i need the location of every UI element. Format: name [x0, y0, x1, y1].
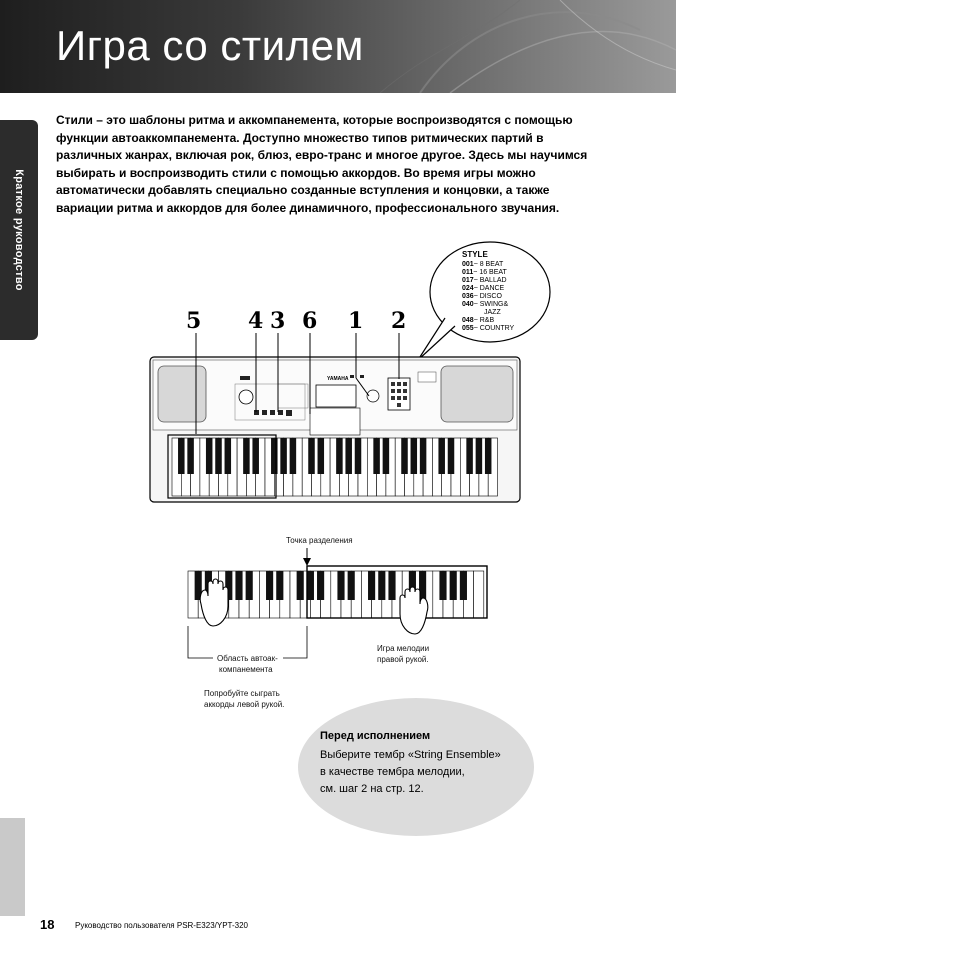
style-item	[462, 293, 514, 301]
style-item	[462, 261, 514, 269]
black-key	[485, 438, 492, 474]
black-key	[337, 571, 344, 600]
black-key	[235, 571, 242, 600]
style-code: 011	[462, 269, 474, 276]
black-key	[290, 438, 297, 474]
page-number: 18	[40, 917, 55, 932]
black-key	[466, 438, 473, 474]
black-key	[420, 438, 427, 474]
auto-area-label-line2: компанемента	[219, 665, 273, 674]
style-name: ~ 8 BEAT	[473, 261, 504, 268]
black-key	[206, 438, 213, 474]
style-code: 040	[462, 301, 474, 308]
style-name: ~ DANCE	[473, 285, 505, 292]
step-number-3: 3	[270, 308, 286, 334]
style-name: ~ R&B	[473, 317, 495, 324]
style-code: 017	[462, 277, 474, 284]
black-key	[276, 571, 283, 600]
before-playing-title: Перед исполнением	[320, 730, 431, 742]
step-number-5: 5	[186, 308, 202, 334]
style-item	[462, 317, 514, 325]
style-list	[462, 251, 514, 333]
black-key	[252, 438, 259, 474]
split-point-label: Точка разделения	[286, 536, 353, 545]
style-name: ~ SWING&	[473, 301, 509, 308]
style-item	[462, 277, 514, 285]
style-code: 024	[462, 285, 474, 292]
black-key	[476, 438, 483, 474]
black-key	[411, 438, 418, 474]
black-key	[187, 438, 194, 474]
intro-line: вариации ритма и аккордов для более динамичного, профессионального звучания.	[56, 200, 560, 215]
black-key	[438, 438, 445, 474]
black-key	[439, 571, 446, 600]
black-key	[246, 571, 253, 600]
black-key	[348, 571, 355, 600]
style-code: 048	[462, 317, 474, 324]
intro-line: функции автоаккомпанемента. Доступно множество типов ритмических партий в	[56, 130, 544, 145]
side-tab-label: Краткое руководство	[13, 169, 25, 291]
black-key	[373, 438, 380, 474]
style-name: ~ BALLAD	[473, 277, 507, 284]
chord-hint-line2: аккорды левой рукой.	[204, 700, 285, 709]
volume-dial	[239, 390, 253, 404]
lcd-display	[316, 385, 356, 407]
page-title: Игра со стилем	[56, 22, 364, 69]
black-key	[368, 571, 375, 600]
black-key	[378, 571, 385, 600]
before-playing-line: см. шаг 2 на стр. 12.	[320, 783, 424, 795]
chord-hint-line1: Попробуйте сыграть	[204, 689, 280, 698]
style-item	[462, 309, 514, 317]
black-key	[383, 438, 390, 474]
style-name: ~ DISCO	[473, 293, 502, 300]
black-key	[308, 438, 315, 474]
black-key	[266, 571, 273, 600]
intro-line: различных жанрах, включая рок, блюз, евро-транс и многое другое. Здесь мы научимся	[56, 148, 588, 162]
black-key	[307, 571, 314, 600]
intro-line: автоматически добавлять специально созданные вступления и концовки, а также	[56, 183, 550, 197]
style-code: 001	[462, 261, 474, 268]
black-key	[460, 571, 467, 600]
step-number-1: 1	[348, 308, 364, 334]
keyboard-brand: YAMAHA	[327, 376, 349, 382]
black-key	[280, 438, 287, 474]
style-item	[462, 269, 514, 277]
style-item	[462, 325, 514, 333]
black-key	[450, 571, 457, 600]
black-key	[317, 571, 324, 600]
melody-label-line1: Игра мелодии	[377, 644, 430, 653]
step-number-2: 2	[391, 308, 407, 334]
black-key	[178, 438, 185, 474]
split-arrow-head	[303, 558, 311, 566]
step-number-4: 4	[248, 308, 264, 334]
black-key	[318, 438, 325, 474]
music-rest	[310, 408, 360, 435]
style-name: ~ COUNTRY	[473, 325, 515, 332]
black-key	[336, 438, 343, 474]
style-name: ~ 16 BEAT	[473, 269, 507, 276]
split-keyboard-keys	[188, 571, 484, 618]
black-key	[345, 438, 352, 474]
black-key	[243, 438, 250, 474]
melody-label-line2: правой рукой.	[377, 655, 429, 664]
right-speaker	[441, 366, 513, 422]
intro-line: выбирать и воспроизводить стили с помощью аккордов. Во время игры можно	[56, 165, 536, 180]
auto-area-label-line1: Область автоак-	[217, 654, 278, 663]
style-callout-pointer	[418, 318, 455, 360]
white-key	[474, 571, 484, 618]
black-key	[225, 438, 232, 474]
black-key	[297, 571, 304, 600]
intro-line: Стили – это шаблоны ритма и аккомпанемента, которые воспроизводятся с помощью	[56, 113, 573, 127]
style-code: 055	[462, 325, 474, 332]
before-playing-text	[320, 747, 525, 798]
manual-title: Руководство пользователя PSR-E323/YPT-320	[75, 921, 249, 930]
black-key	[448, 438, 455, 474]
black-key	[215, 438, 222, 474]
main-keyboard-keys	[172, 438, 498, 496]
style-code: 036	[462, 293, 474, 300]
style-list-title: STYLE	[462, 250, 488, 259]
before-playing-line: Выберите тембр «String Ensemble»	[320, 749, 501, 761]
black-key	[355, 438, 362, 474]
style-item	[462, 285, 514, 293]
left-speaker	[158, 366, 206, 422]
before-playing-line: в качестве тембра мелодии,	[320, 766, 465, 778]
black-key	[401, 438, 408, 474]
black-key	[388, 571, 395, 600]
style-item	[462, 301, 514, 309]
style-name: JAZZ	[484, 309, 501, 316]
step-number-6: 6	[302, 308, 318, 334]
